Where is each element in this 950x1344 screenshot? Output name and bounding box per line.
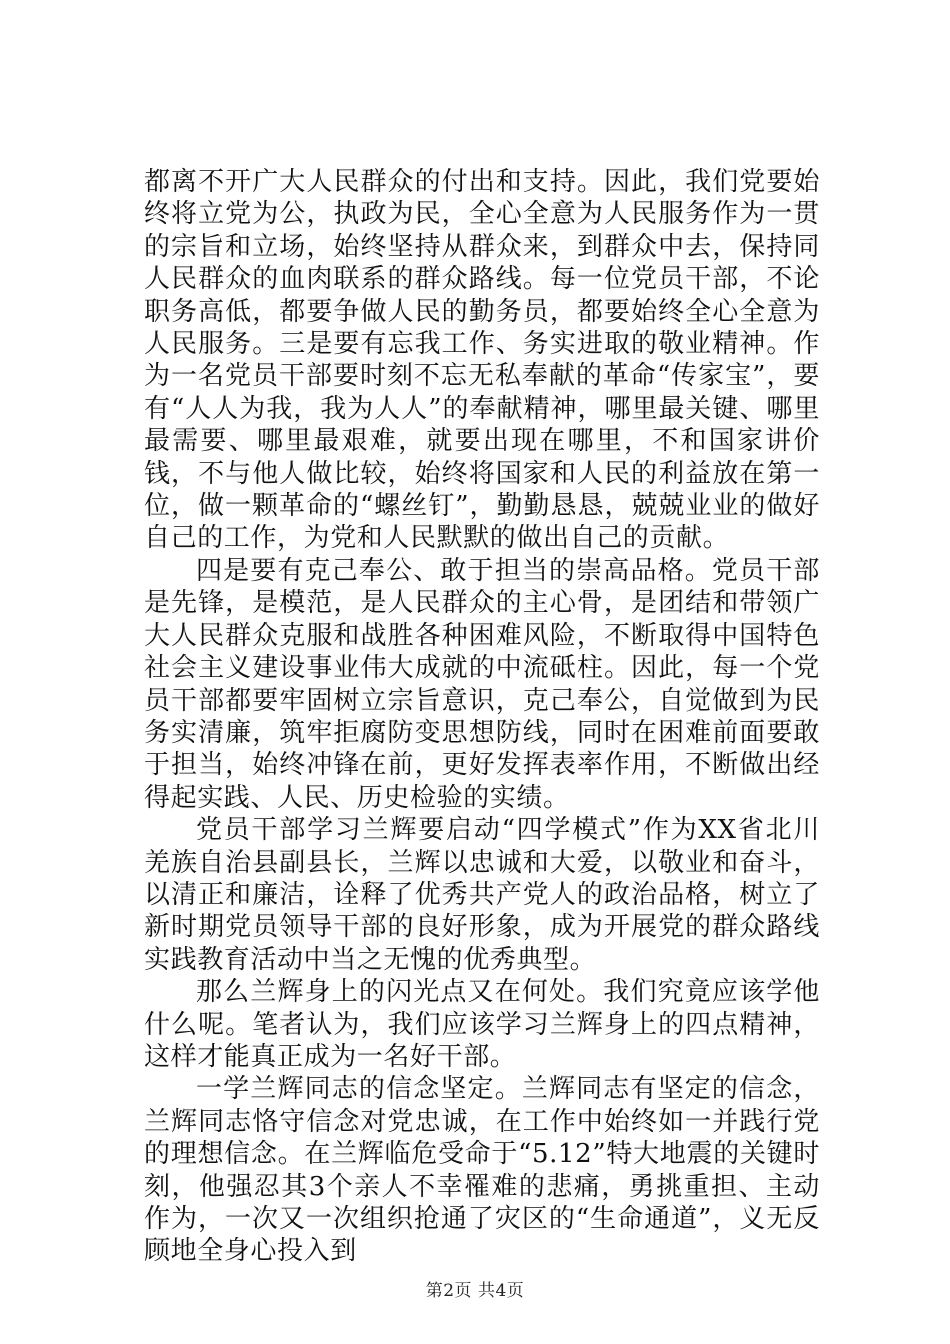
page-number-footer: 第2页 共4页 (425, 1281, 525, 1301)
paragraph: 党员干部学习兰辉要启动“四学模式”作为XX省北川羌族自治县副县长，兰辉以忠诚和大爱，以敬业和奋斗，以清正和廉洁，诠释了优秀共产党人的政治品格，树立了新时期党员领导干部的良好形象，成为开展党的群众路线实践教育活动中当之无愧的优秀典型。 (144, 815, 820, 975)
paragraph: 四是要有克己奉公、敢于担当的崇高品格。党员干部是先锋，是模范，是人民群众的主心骨，是团结和带领广大人民群众克服和战胜各种困难风险，不断取得中国特色社会主义建设事业伟大成就的中流砥柱。因此，每一个党员干部都要牢固树立宗旨意识，克己奉公，自觉做到为民务实清廉，筑牢拒腐防变思想防线，同时在困难前面要敢于担当，始终冲锋在前，更好发挥表率作用，不断做出经得起实践、人民、历史检验的实绩。 (144, 555, 820, 813)
paragraph: 那么兰辉身上的闪光点又在何处。我们究竟应该学他什么呢。笔者认为，我们应该学习兰辉身上的四点精神，这样才能真正成为一名好干部。 (144, 977, 820, 1072)
document-body (144, 166, 820, 1268)
paragraph: 一学兰辉同志的信念坚定。兰辉同志有坚定的信念，兰辉同志恪守信念对党忠诚，在工作中始终如一并践行党的理想信念。在兰辉临危受命于“5.12”特大地震的关键时刻，他强忍其3个亲人不幸罹难的悲痛，勇挑重担、主动作为，一次又一次组织抢通了灾区的“生命通道”，义无反顾地全身心投入到 (144, 1074, 820, 1267)
paragraph-continued: 都离不开广大人民群众的付出和支持。因此，我们党要始终将立党为公，执政为民，全心全意为人民服务作为一贯的宗旨和立场，始终坚持从群众来，到群众中去，保持同人民群众的血肉联系的群众路线。每一位党员干部，不论职务高低，都要争做人民的勤务员，都要始终全心全意为人民服务。三是要有忘我工作、务实进取的敬业精神。作为一名党员干部要时刻不忘无私奉献的革命“传家宝”，要有“人人为我，我为人人”的奉献精神，哪里最关键、哪里最需要、哪里最艰难，就要出现在哪里，不和国家讲价钱，不与他人做比较，始终将国家和人民的利益放在第一位，做一颗革命的“螺丝钉”，勤勤恳恳，兢兢业业的做好自己的工作，为党和人民默默的做出自己的贡献。 (144, 167, 820, 554)
